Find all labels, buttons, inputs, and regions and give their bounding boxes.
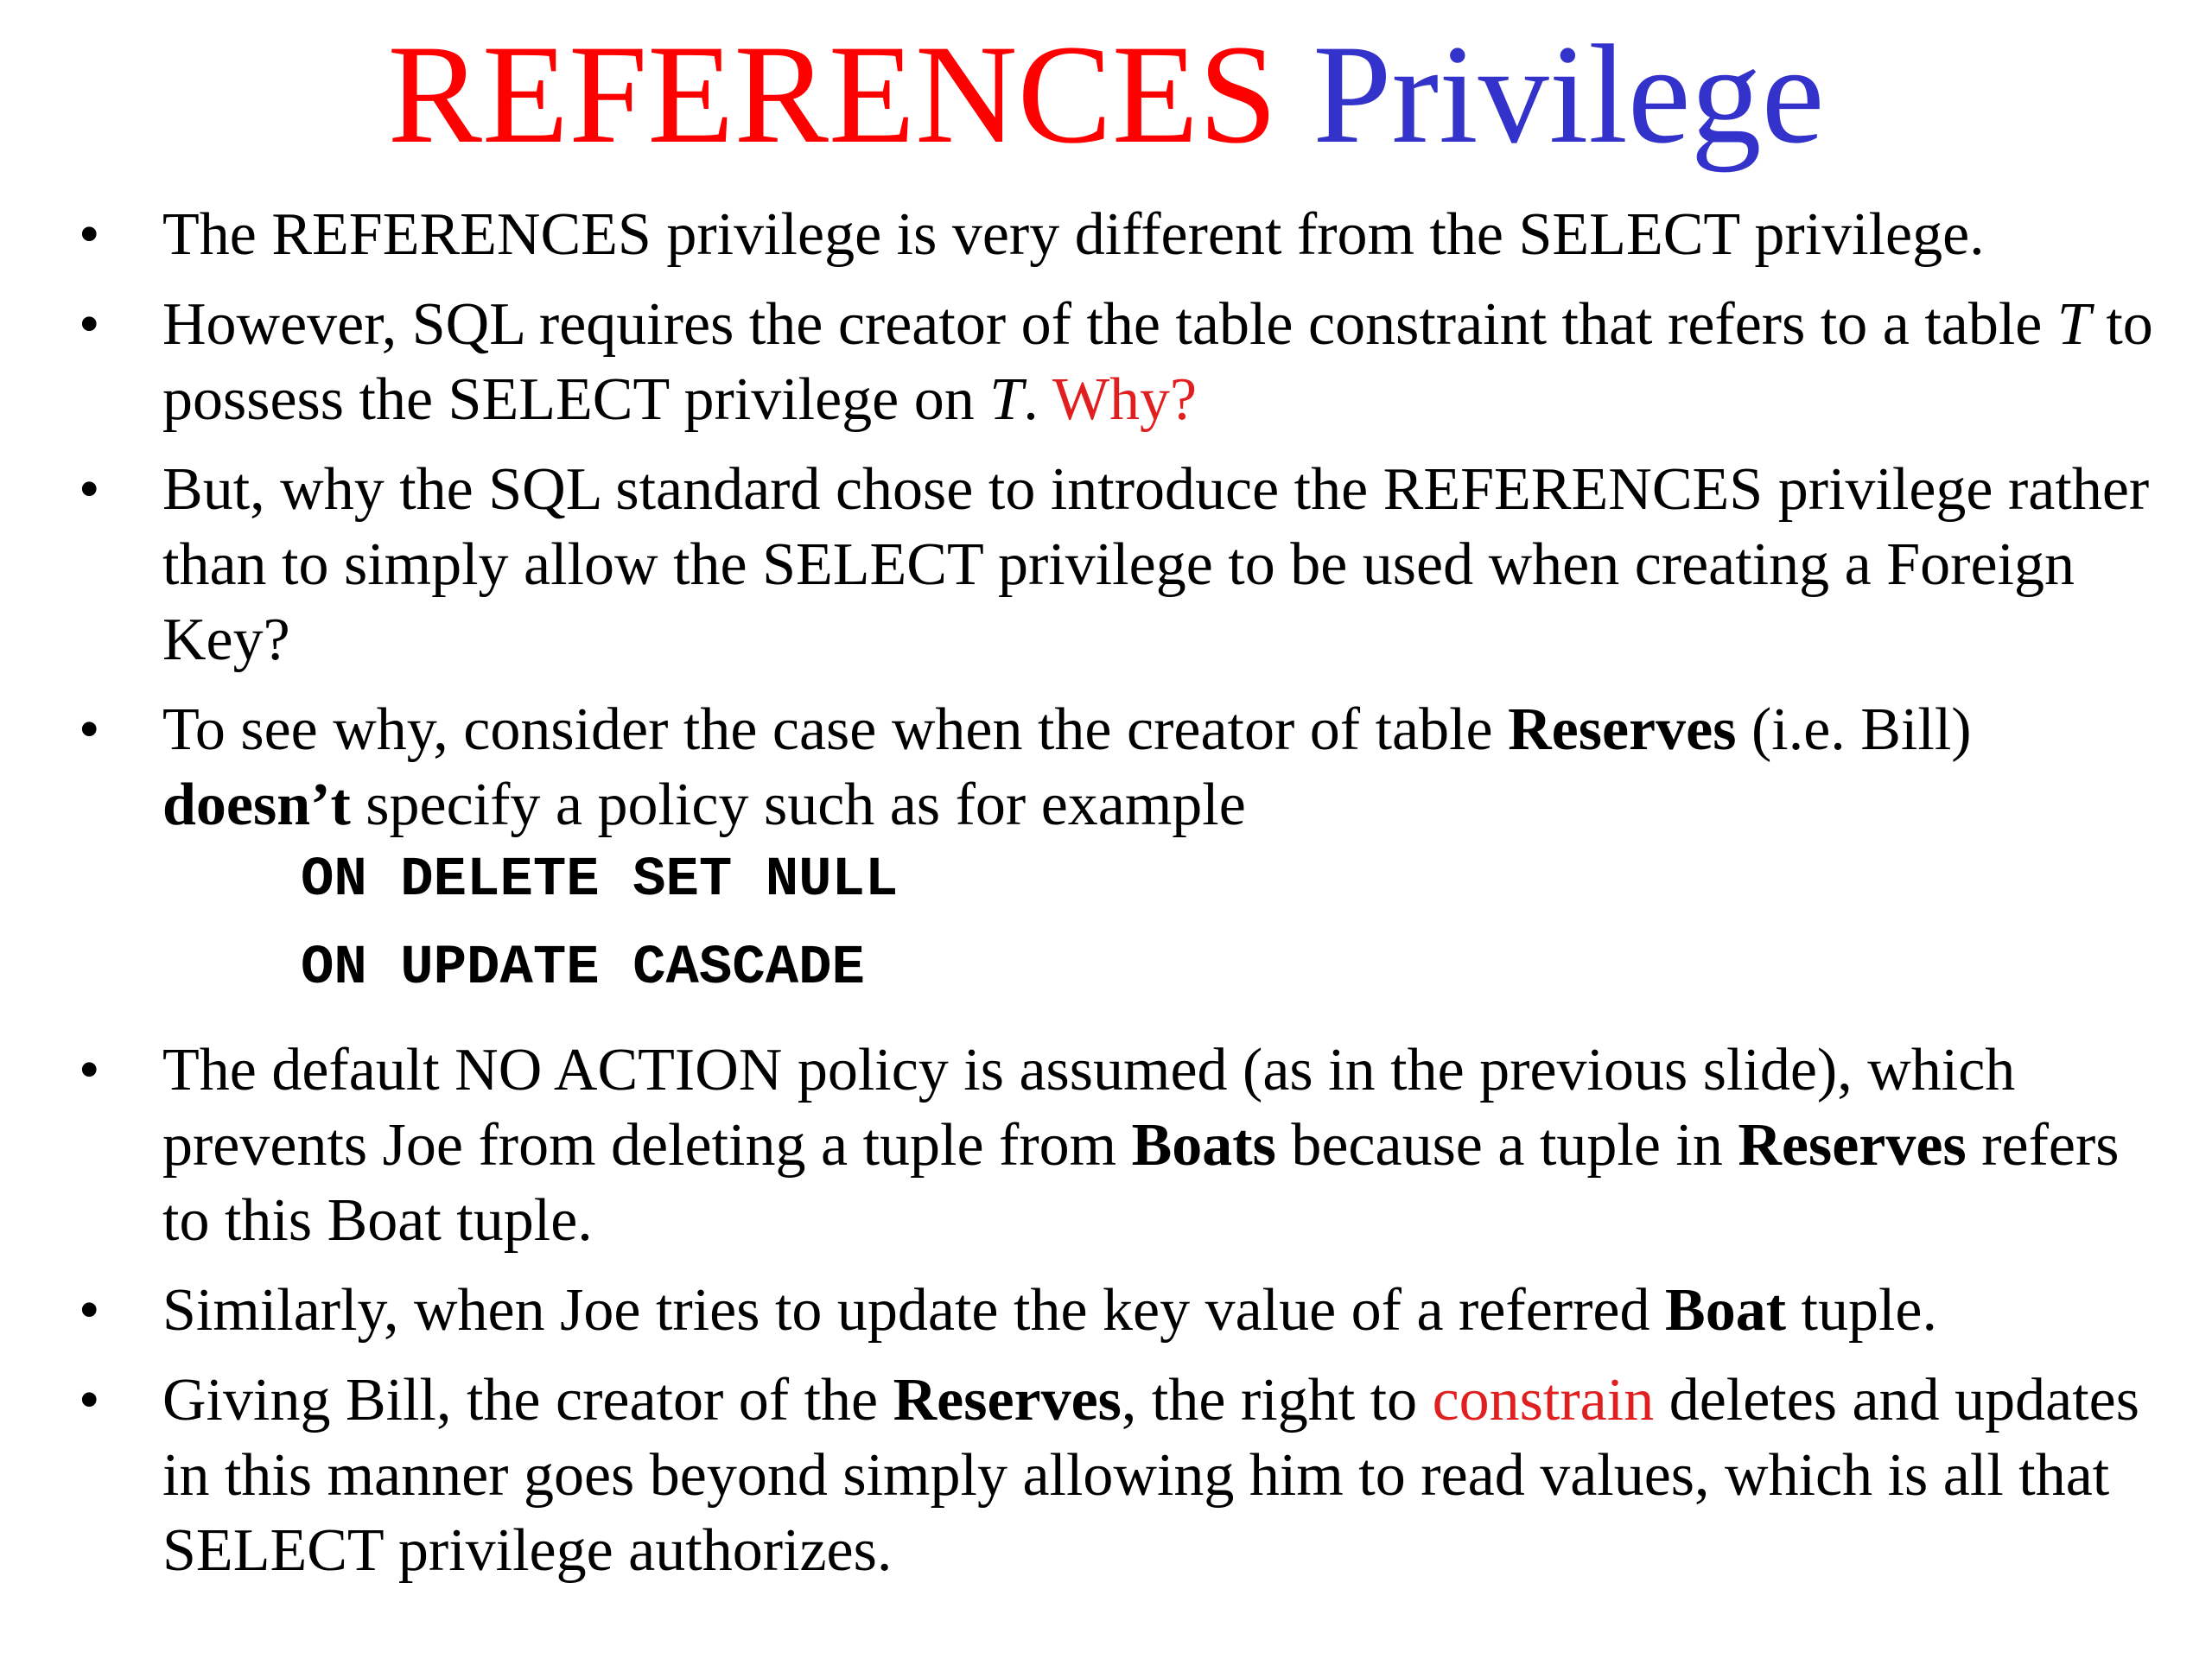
bullet-4-reserves: Reserves: [1508, 696, 1737, 763]
bullet-5-reserves: Reserves: [1738, 1112, 1967, 1179]
title-references: REFERENCES: [387, 16, 1278, 173]
bullet-1-text: The REFERENCES privilege is very different from the SELECT privilege.: [162, 201, 1985, 268]
bullet-3: [162, 452, 2176, 677]
bullet-4: [162, 692, 2176, 1000]
bullet-6-boat: Boat: [1665, 1277, 1786, 1344]
bullet-6-text-c: tuple.: [1786, 1277, 1937, 1344]
bullet-5-text-c: because a tuple in: [1275, 1112, 1738, 1179]
bullet-list: [162, 197, 2176, 1603]
bullet-2-why: Why?: [1052, 366, 1198, 433]
bullet-7: [162, 1363, 2176, 1588]
bullet-1: [162, 197, 2176, 272]
slide-title: [0, 16, 2212, 173]
bullet-7-text-e: deletes and updates in this manner goes beyond simply allowing him to read values, which is all that SELECT privilege authorizes.: [162, 1367, 2139, 1584]
bullet-5-text-e: refers to this Boat tuple.: [162, 1112, 2120, 1254]
bullet-4-text-c: (i.e. Bill): [1736, 696, 1972, 763]
bullet-7-reserves: Reserves: [893, 1367, 1122, 1433]
bullet-2-text-a: However, SQL requires the creator of the table constraint that refers to a table: [162, 291, 2057, 358]
code-on-delete: ON DELETE SET NULL: [301, 849, 899, 912]
bullet-5: [162, 1033, 2176, 1258]
bullet-5-boats: Boats: [1131, 1112, 1276, 1179]
bullet-4-text-e: specify a policy such as for example: [350, 772, 1246, 838]
title-privilege: Privilege: [1313, 16, 1825, 173]
bullet-2-table-t: T: [2056, 291, 2091, 358]
bullet-7-constrain: constrain: [1432, 1367, 1655, 1433]
bullet-7-text-c: , the right to: [1121, 1367, 1433, 1433]
bullet-4-text-a: To see why, consider the case when the creator of table: [162, 696, 1509, 763]
bullet-2-text-c: to possess the SELECT privilege on: [162, 291, 2153, 433]
bullet-3-text: But, why the SQL standard chose to introduce the REFERENCES privilege rather than to simply allow the SELECT privilege to be used when creating a Foreign Key?: [162, 456, 2150, 673]
bullet-2-text-e: .: [1023, 366, 1052, 433]
bullet-2: [162, 287, 2176, 437]
bullet-6-text-a: Similarly, when Joe tries to update the key value of a referred: [162, 1277, 1665, 1344]
bullet-4-doesnt: doesn’t: [162, 772, 351, 838]
bullet-6: [162, 1273, 2176, 1348]
bullet-2-table-t-2: T: [989, 366, 1024, 433]
code-on-update: ON UPDATE CASCADE: [301, 938, 865, 1000]
bullet-7-text-a: Giving Bill, the creator of the: [162, 1367, 893, 1433]
bullet-5-text-a: The default NO ACTION policy is assumed (as in the previous slide), which prevents Joe from deleting a tuple from: [162, 1037, 2016, 1179]
